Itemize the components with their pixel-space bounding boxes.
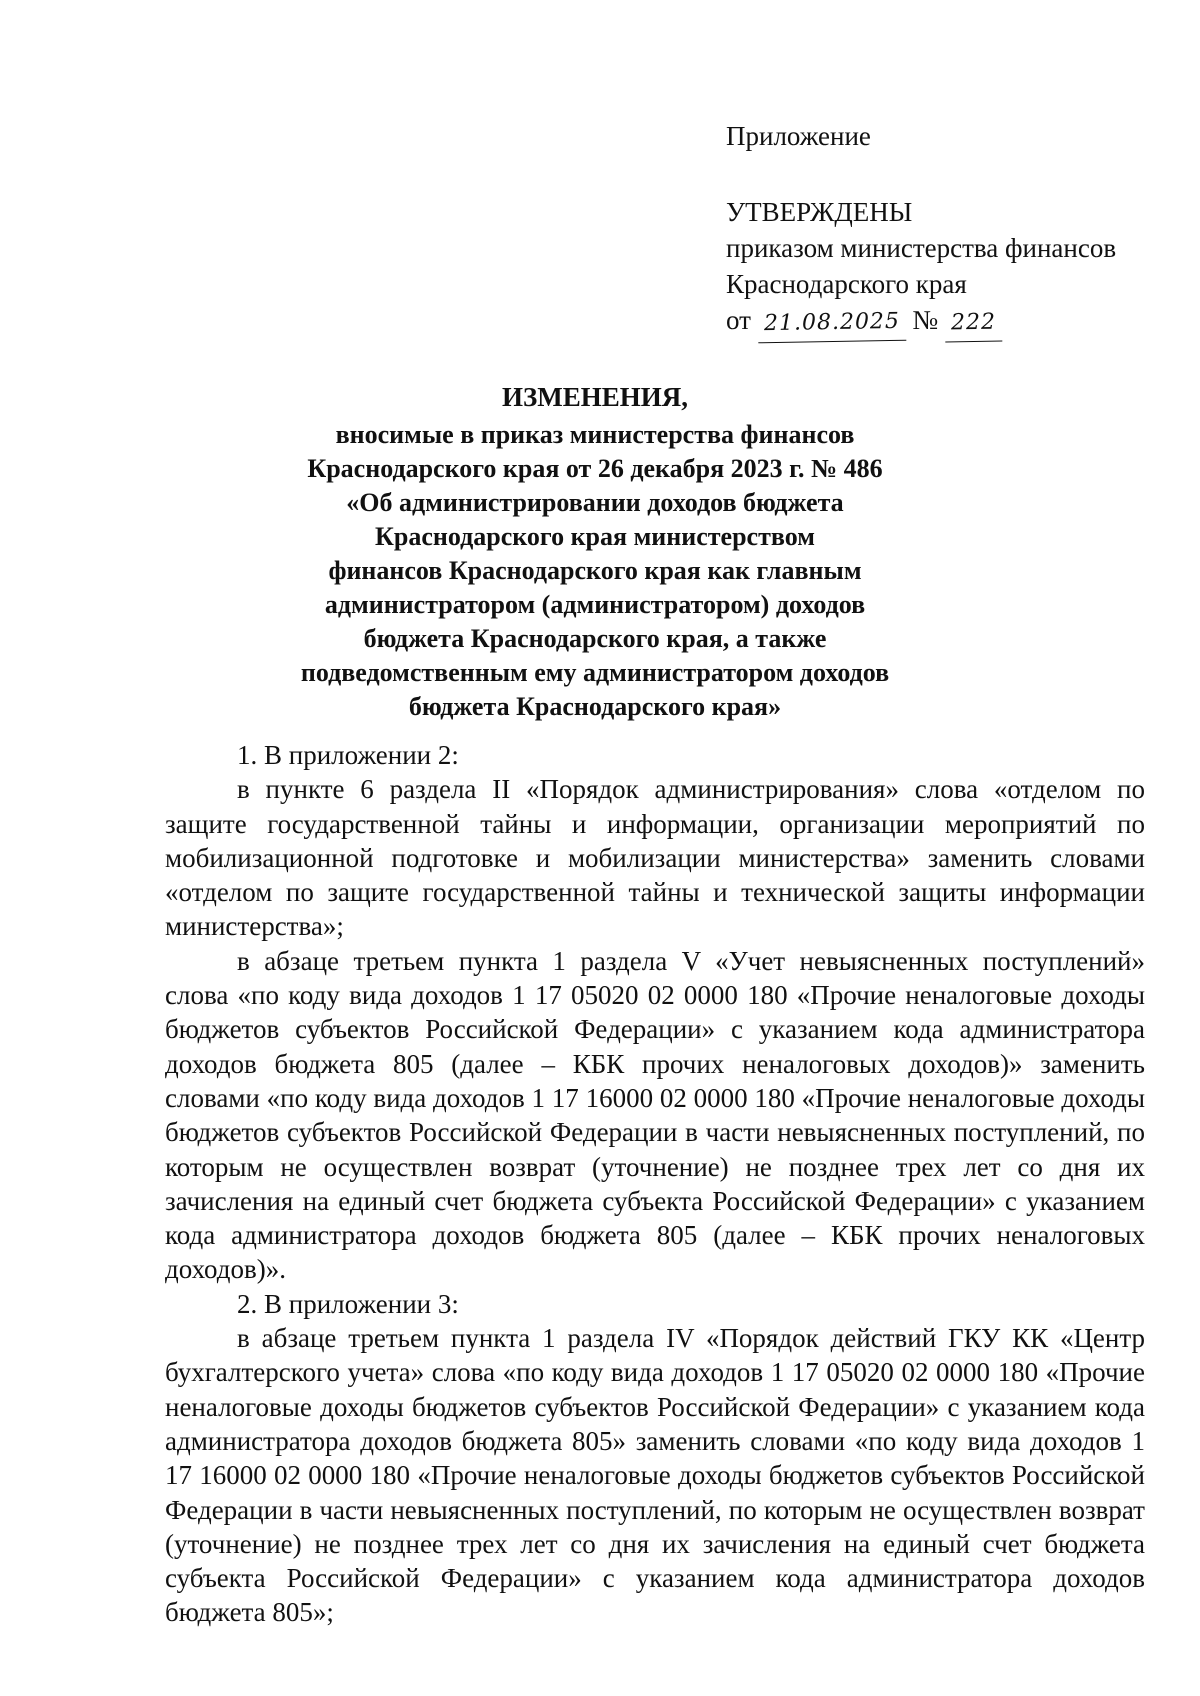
- title-line: Краснодарского края министерством: [375, 522, 815, 551]
- title-heading: ИЗМЕНЕНИЯ,: [501, 382, 688, 412]
- title-line: бюджета Краснодарского края, а также: [363, 624, 827, 653]
- paragraph: в абзаце третьем пункта 1 раздела V «Учет невыясненных поступлений» слова «по коду вида доходов 1 17 05020 02 0000 180 «Прочие неналоговые доходы бюджетов субъектов Российской Федерации» с указанием кода администратора доходов бюджета 805 (далее – КБК прочих неналоговых доходов)» заменить словами «по коду вида доходов 1 17 16000 02 0000 180 «Прочие неналоговые доходы бюджетов субъектов Российской Федерации в части невыясненных поступлений, по которым не осуществлен возврат (уточнение) не позднее трех лет со дня их зачисления на единый счет бюджета субъекта Российской Федерации» с указанием кода администратора доходов бюджета 805 (далее – КБК прочих неналоговых доходов)».: [165, 945, 1145, 1285]
- handwritten-number: 222: [945, 305, 1003, 343]
- item-1-heading: 1. В приложении 2:: [237, 740, 459, 770]
- approval-block: [726, 118, 1166, 342]
- title-line: вносимые в приказ министерства финансов: [335, 420, 855, 449]
- item-2-heading: 2. В приложении 3:: [237, 1288, 459, 1319]
- approval-line-1: приказом министерства финансов: [726, 233, 1117, 263]
- paragraph: в абзаце третьем пункта 1 раздела IV «Порядок действий ГКУ КК «Центр бухгалтерского учета» слова «по коду вида доходов 1 17 05020 02 0000 180 «Прочие неналоговые доходы бюджетов субъектов Российской Федерации» с указанием кода администратора доходов бюджета 805» заменить словами «по коду вида доходов 1 17 16000 02 0000 180 «Прочие неналоговые доходы бюджетов субъектов Российской Федерации в части невыясненных поступлений, по которым не осуществлен возврат (уточнение) не позднее трех лет со дня их зачисления на единый счет бюджета субъекта Российской Федерации» с указанием кода администратора доходов бюджета 805»;: [165, 1323, 1145, 1628]
- number-prefix: №: [912, 305, 939, 335]
- title-line: подведомственным ему администратором доходов: [300, 658, 890, 687]
- document-body: [165, 738, 1145, 1630]
- title-line: администратором (администратором) доходов: [324, 590, 866, 619]
- handwritten-date: 21.08.2025: [757, 304, 906, 344]
- title-line: «Об администрировании доходов бюджета: [346, 488, 844, 517]
- title-line: финансов Краснодарского края как главным: [328, 556, 862, 585]
- paragraph: в пункте 6 раздела II «Порядок администрирования» слова «отделом по защите государственной тайны и информации, организации мероприятий по мобилизационной подготовке и мобилизации министерства» заменить словами «отделом по защите государственной тайны и технической защиты информации министерства»;: [165, 774, 1145, 942]
- approval-line-2: Краснодарского края: [726, 269, 967, 299]
- appendix-label: Приложение: [726, 121, 871, 151]
- document-title: [250, 380, 940, 724]
- approved-label: УТВЕРЖДЕНЫ: [726, 197, 913, 227]
- title-line: бюджета Краснодарского края»: [408, 692, 782, 721]
- date-prefix: от: [726, 305, 751, 335]
- approval-date-line: [726, 302, 1166, 342]
- title-line: Краснодарского края от 26 декабря 2023 г. № 486: [307, 454, 883, 483]
